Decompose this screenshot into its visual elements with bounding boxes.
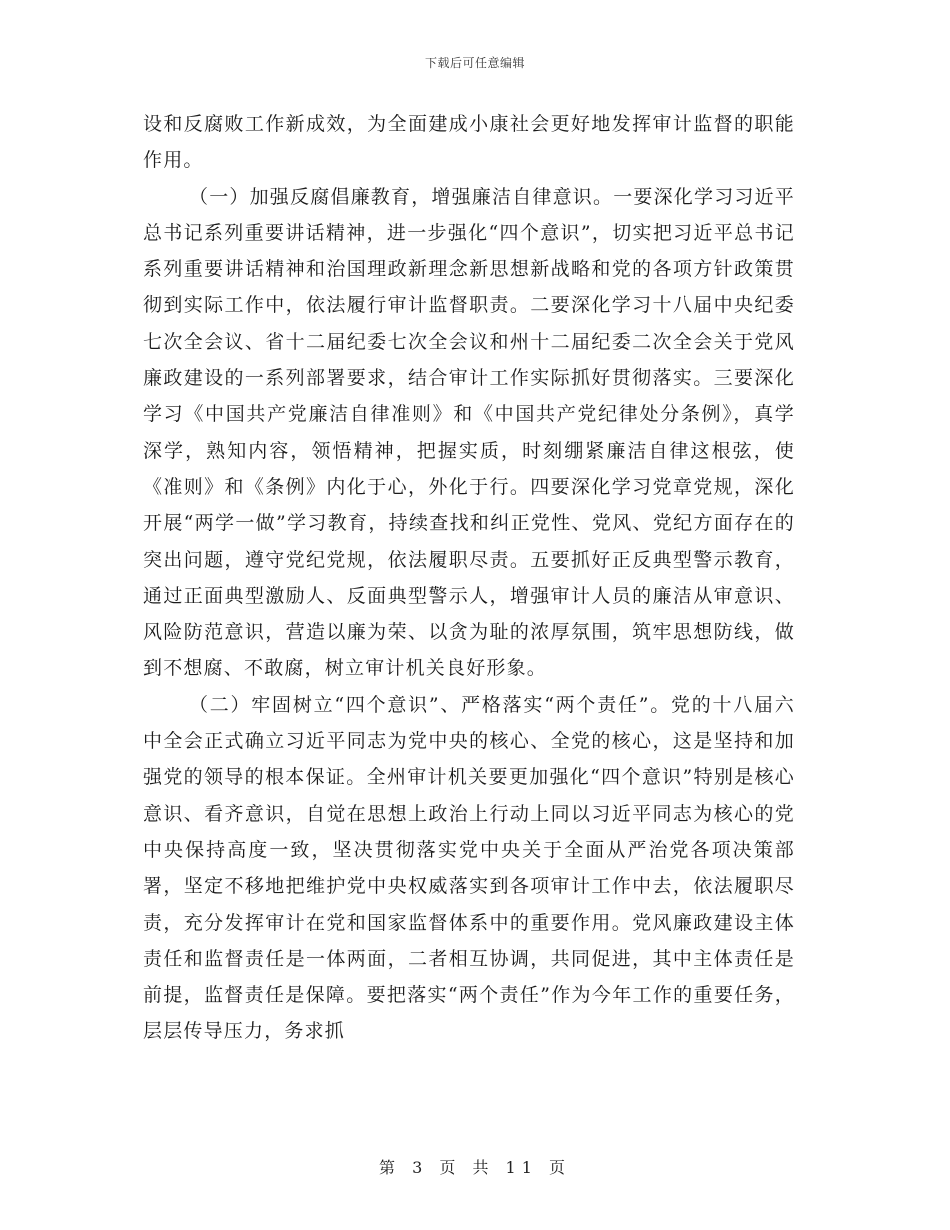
paragraph-section-2: （二）牢固树立“四个意识”、严格落实“两个责任”。党的十八届六中全会正式确立习近平同志为党中央的核心、全党的核心，这是坚持和加强党的领导的根本保证。全州审计机关要更加强化“四个意识”特别是核心意识、看齐意识，自觉在思想上政治上行动上同以习近平同志为核心的党中央保持高度一致，坚决贯彻落实党中央关于全面从严治党各项决策部署，坚定不移地把维护党中央权威落实到各项审计工作中去，依法履职尽责，充分发挥审计在党和国家监督体系中的重要作用。党风廉政建设主体责任和监督责任是一体两面，二者相互协调，共同促进，其中主体责任是前提，监督责任是保障。要把落实“两个责任”作为今年工作的重要任务，层层传导压力，务求抓 — [143, 693, 795, 1043]
page-number: 第 3 页 共 11 页 — [379, 1158, 571, 1177]
paragraph-continuation: 设和反腐败工作新成效，为全面建成小康社会更好地发挥审计监督的职能作用。 — [143, 113, 795, 172]
document-body — [143, 106, 795, 1050]
paragraph-section-1: （一）加强反腐倡廉教育，增强廉洁自律意识。一要深化学习习近平总书记系列重要讲话精神，进一步强化“四个意识”，切实把习近平总书记系列重要讲话精神和治国理政新理念新思想新战略和党的各项方针政策贯彻到实际工作中，依法履行审计监督职责。二要深化学习十八届中央纪委七次全会议、省十二届纪委七次全会议和州十二届纪委二次全会关于党风廉政建设的一系列部署要求，结合审计工作实际抓好贯彻落实。三要深化学习《中国共产党廉洁自律准则》和《中国共产党纪律处分条例》，真学深学，熟知内容，领悟精神，把握实质，时刻绷紧廉洁自律这根弦，使《准则》和《条例》内化于心，外化于行。四要深化学习党章党规，深化开展“两学一做”学习教育，持续查找和纠正党性、党风、党纪方面存在的突出问题，遵守党纪党规，依法履职尽责。五要抓好正反典型警示教育，通过正面典型激励人、反面典型警示人，增强审计人员的廉洁从审意识、风险防范意识，营造以廉为荣、以贪为耻的浓厚氛围，筑牢思想防线，做到不想腐、不敢腐，树立审计机关良好形象。 — [143, 185, 796, 680]
page-header-note: 下载后可任意编辑 — [424, 56, 525, 70]
